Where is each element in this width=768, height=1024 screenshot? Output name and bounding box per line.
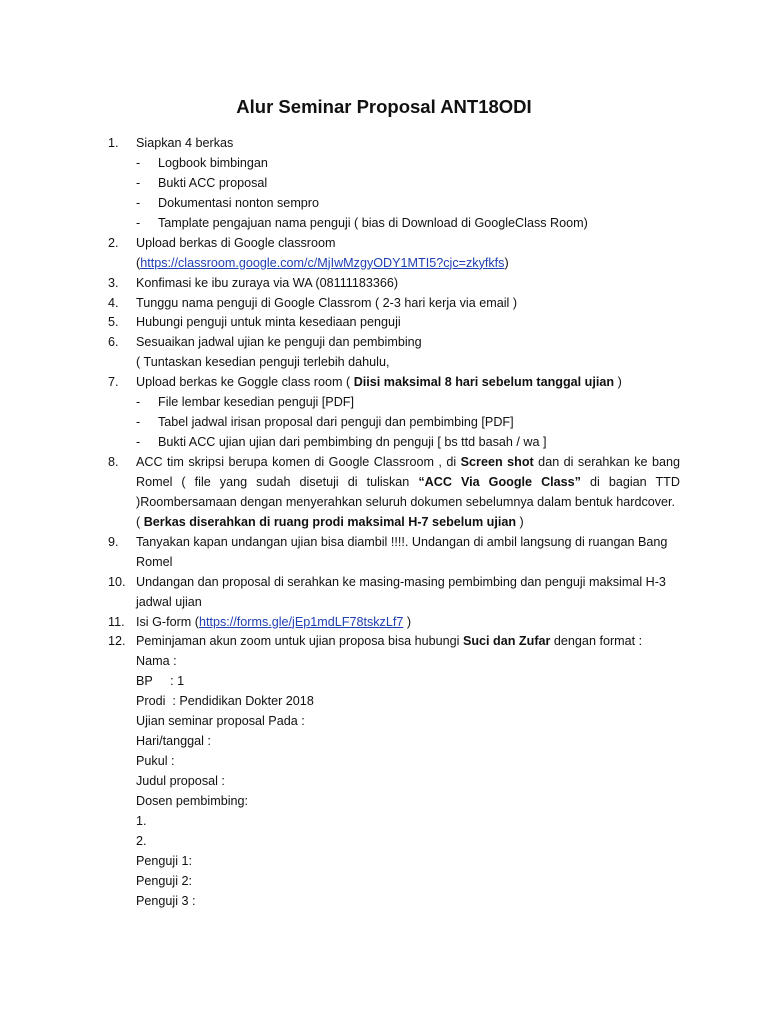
format-line: 2.: [136, 833, 147, 848]
item-text: [136, 632, 680, 652]
item-text: Upload berkas di Google classroom: [136, 235, 336, 250]
document-title: Alur Seminar Proposal ANT18ODI: [236, 96, 532, 117]
item-text: Konfimasi ke ibu zuraya via WA (08111183366): [136, 275, 399, 290]
item-number: 12.: [108, 634, 126, 649]
item-number: 6.: [108, 335, 119, 350]
bold-text: Berkas diserahkan di ruang prodi maksimal H-7 sebelum ujian: [143, 514, 517, 529]
list-item: [108, 234, 680, 254]
text-run: dengan format :: [550, 634, 643, 649]
item-number: 3.: [108, 275, 119, 290]
item-text: Sesuaikan jadwal ujian ke penguji dan pembimbing: [136, 335, 422, 350]
format-line: Ujian seminar proposal Pada :: [136, 714, 305, 729]
dash: -: [136, 175, 141, 190]
gform-link[interactable]: https://forms.gle/jEp1mdLF78tskzLf7: [198, 614, 404, 629]
item-text: Undangan dan proposal di serahkan ke masing-masing pembimbing dan penguji maksimal H-3: [136, 574, 666, 589]
text-run: (: [136, 514, 144, 529]
format-line: Judul proposal :: [136, 774, 225, 788]
steps-list: [108, 134, 680, 912]
item-text: Siapkan 4 berkas: [136, 136, 234, 150]
list-item: [108, 134, 680, 154]
paren-open: (: [136, 255, 141, 270]
item-text: jadwal ujian: [136, 594, 202, 609]
item-text: [136, 473, 680, 493]
list-item: [108, 274, 680, 294]
item-text: Tunggu nama penguji di Google Classrom ( 2-3 hari kerja via email ): [136, 295, 518, 310]
list-item: [108, 533, 680, 553]
sub-item-text: Tabel jadwal irisan proposal dari penguji dan pembimbing [PDF]: [158, 415, 514, 430]
list-item: [108, 313, 680, 333]
item-number: 1.: [108, 136, 119, 150]
list-item: [108, 613, 680, 633]
format-line: Penguji 3 :: [136, 893, 196, 908]
sub-item-text: Tamplate pengajuan nama penguji ( bias di Download di GoogleClass Room): [158, 215, 588, 230]
text-run: Isi G-form (: [136, 614, 199, 629]
bold-text: Suci dan Zufar: [462, 634, 551, 649]
sub-item: [136, 154, 680, 174]
bold-text: Screen shot: [460, 455, 534, 469]
format-line: Penguji 1:: [136, 853, 193, 868]
sub-item: [136, 393, 680, 413]
text-run: dan di serahkan ke bang: [533, 455, 680, 469]
dash: -: [136, 215, 141, 230]
format-line: Hari/tanggal :: [136, 734, 211, 749]
item-text: Romel: [136, 554, 173, 569]
item-number: 2.: [108, 235, 119, 250]
item-text: [136, 513, 680, 533]
bold-text: Diisi maksimal 8 hari sebelum tanggal ujian: [353, 375, 615, 390]
list-item: [108, 294, 680, 314]
dash: -: [136, 435, 141, 450]
sub-item-text: File lembar kesedian penguji [PDF]: [158, 395, 354, 410]
item-number: 9.: [108, 534, 119, 549]
sub-item-text: Bukti ACC ujian ujian dari pembimbing dn penguji [ bs ttd basah / wa ]: [158, 435, 547, 450]
list-item: [108, 573, 680, 593]
item-text: Tanyakan kapan undangan ujian bisa diambil !!!!. Undangan di ambil langsung di ruangan Bang: [136, 534, 668, 549]
item-number: 4.: [108, 295, 119, 310]
sub-item-text: Bukti ACC proposal: [158, 175, 268, 190]
list-item: [108, 632, 680, 652]
item-text: [136, 453, 680, 473]
format-line: Dosen pembimbing:: [136, 793, 249, 808]
item-number: 5.: [108, 315, 119, 330]
text-run: ): [614, 375, 622, 390]
list-item: [108, 453, 680, 473]
bold-text: “ACC Via Google Class”: [418, 474, 581, 489]
text-run: ACC tim skripsi berupa komen di Google Classroom , di: [136, 455, 461, 469]
sub-item: [136, 194, 680, 214]
item-number: 8.: [108, 455, 119, 469]
item-text: )Roombersamaan dengan menyerahkan seluruh dokumen sebelumnya dalam bentuk hardcover.: [136, 494, 676, 509]
item-number: 7.: [108, 375, 119, 390]
sub-item: [136, 174, 680, 194]
item-text: [136, 613, 680, 633]
list-item: [108, 373, 680, 393]
paren-close: ): [504, 255, 509, 270]
sub-item: [136, 413, 680, 433]
list-item: [108, 333, 680, 353]
item-number: 10.: [108, 574, 126, 589]
format-line: Penguji 2:: [136, 873, 193, 888]
item-number: 11.: [108, 614, 125, 629]
item-text: ( Tuntaskan kesedian penguji terlebih dahulu,: [136, 355, 390, 370]
sub-item: [136, 433, 680, 453]
text-run: di bagian TTD: [580, 474, 680, 489]
text-run: ): [403, 614, 412, 629]
classroom-link[interactable]: https://classroom.google.com/c/MjIwMzgyODY1MTI5?cjc=zkyfkfs: [140, 255, 505, 270]
dash: -: [136, 155, 141, 170]
format-line: Pukul :: [136, 754, 175, 769]
sub-item-text: Logbook bimbingan: [158, 155, 268, 170]
format-line: BP : 1: [136, 674, 185, 689]
format-line: Prodi : Pendidikan Dokter 2018: [136, 694, 314, 709]
item-text: [136, 373, 680, 393]
text-run: ): [516, 514, 524, 529]
item-text: [136, 254, 680, 274]
dash: -: [136, 415, 141, 430]
item-text: Hubungi penguji untuk minta kesediaan penguji: [136, 315, 401, 330]
dash: -: [136, 395, 141, 410]
text-run: Peminjaman akun zoom untuk ujian proposa bisa hubungi: [136, 634, 463, 649]
sub-item-text: Dokumentasi nonton sempro: [158, 195, 320, 210]
format-line: 1.: [136, 813, 147, 828]
dash: -: [136, 195, 141, 210]
text-run: Upload berkas ke Goggle class room (: [136, 375, 354, 390]
text-run: Romel ( file yang sudah disetuji di tuliskan: [136, 474, 419, 489]
sub-item: [136, 214, 680, 234]
format-line: Nama :: [136, 654, 177, 669]
